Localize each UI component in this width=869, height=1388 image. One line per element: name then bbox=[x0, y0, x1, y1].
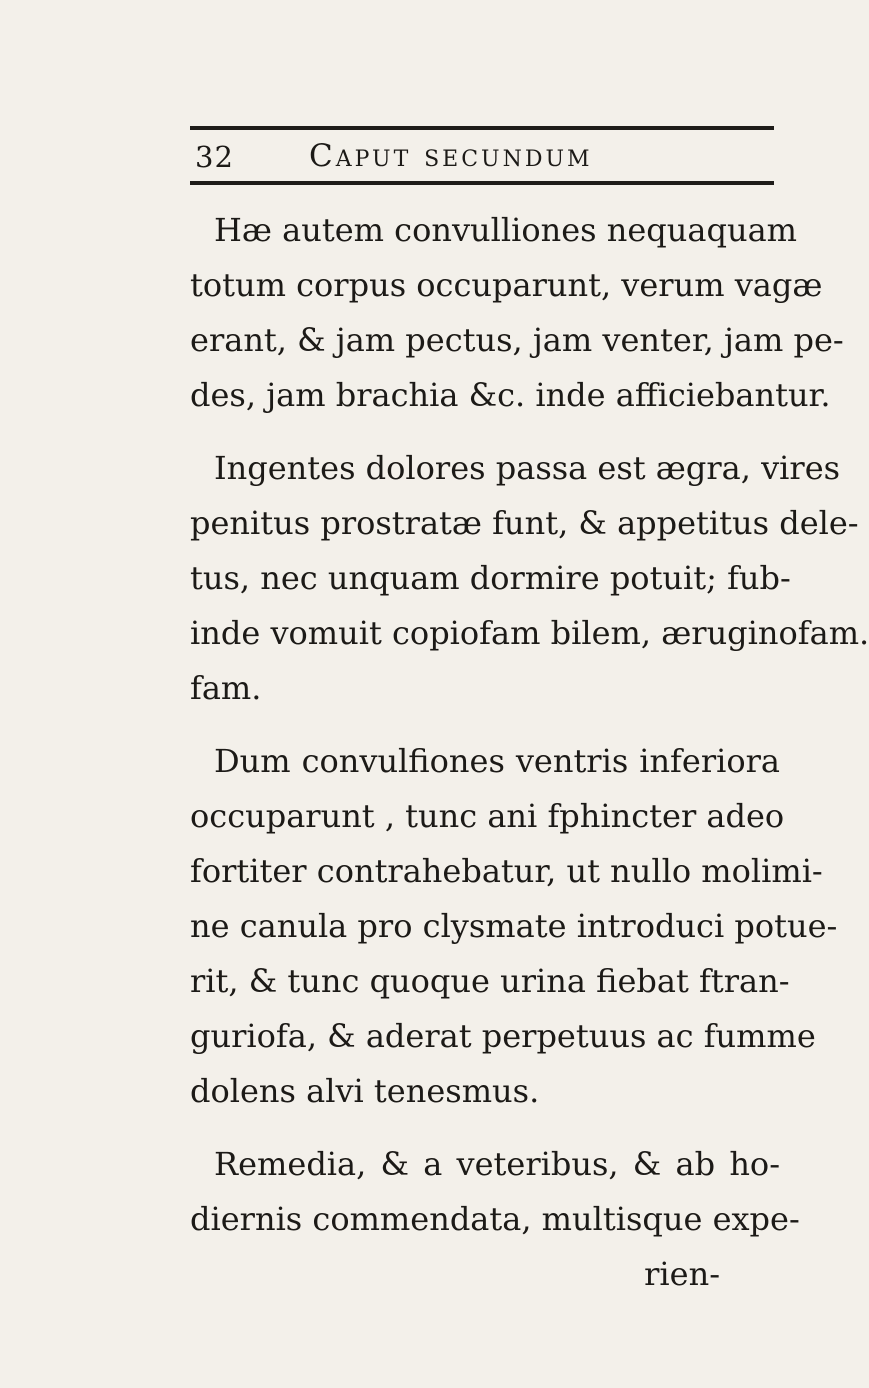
text-line: Hæ autem convulliones nequaquam bbox=[214, 211, 797, 249]
text-line: inde vomuit copiofam bilem, æruginofam. bbox=[190, 614, 869, 652]
text-line: dolens alvi tenesmus. bbox=[190, 1072, 540, 1110]
text-line: fortiter contrahebatur, ut nullo molimi- bbox=[190, 852, 823, 890]
header-rule-bottom bbox=[190, 181, 774, 185]
text-line: penitus prostratæ funt, & appetitus dele- bbox=[190, 504, 859, 542]
text-line: Ingentes dolores passa est ægra, vires bbox=[214, 449, 841, 487]
text-line: Dum convulfiones ventris inferiora bbox=[214, 742, 780, 780]
text-line: Remedia, & a veteribus, & ab ho- bbox=[214, 1145, 780, 1183]
text-line: occuparunt , tunc ani fphincter adeo bbox=[190, 797, 785, 835]
body-text bbox=[190, 203, 869, 1302]
page-header bbox=[195, 138, 775, 178]
text-line: totum corpus occuparunt, verum vagæ bbox=[190, 266, 823, 304]
text-line: diernis commendata, multisque expe- bbox=[190, 1200, 800, 1238]
text-line: ne canula pro clysmate introduci potue- bbox=[190, 907, 838, 945]
page-number: 32 bbox=[195, 140, 234, 174]
text-line: erant, & jam pectus, jam venter, jam pe- bbox=[190, 321, 844, 359]
text-line: fam. bbox=[190, 669, 262, 707]
text-line: rit, & tunc quoque urina fiebat ftran- bbox=[190, 962, 790, 1000]
text-line: des, jam brachia &c. inde afficiebantur. bbox=[190, 376, 831, 414]
catchword: rien- bbox=[644, 1255, 720, 1293]
text-line: guriofa, & aderat perpetuus ac fumme bbox=[190, 1017, 816, 1055]
text-line: tus, nec unquam dormire potuit; fub- bbox=[190, 559, 791, 597]
running-head: Caput secundum bbox=[309, 138, 593, 174]
header-rule-top bbox=[190, 126, 774, 130]
